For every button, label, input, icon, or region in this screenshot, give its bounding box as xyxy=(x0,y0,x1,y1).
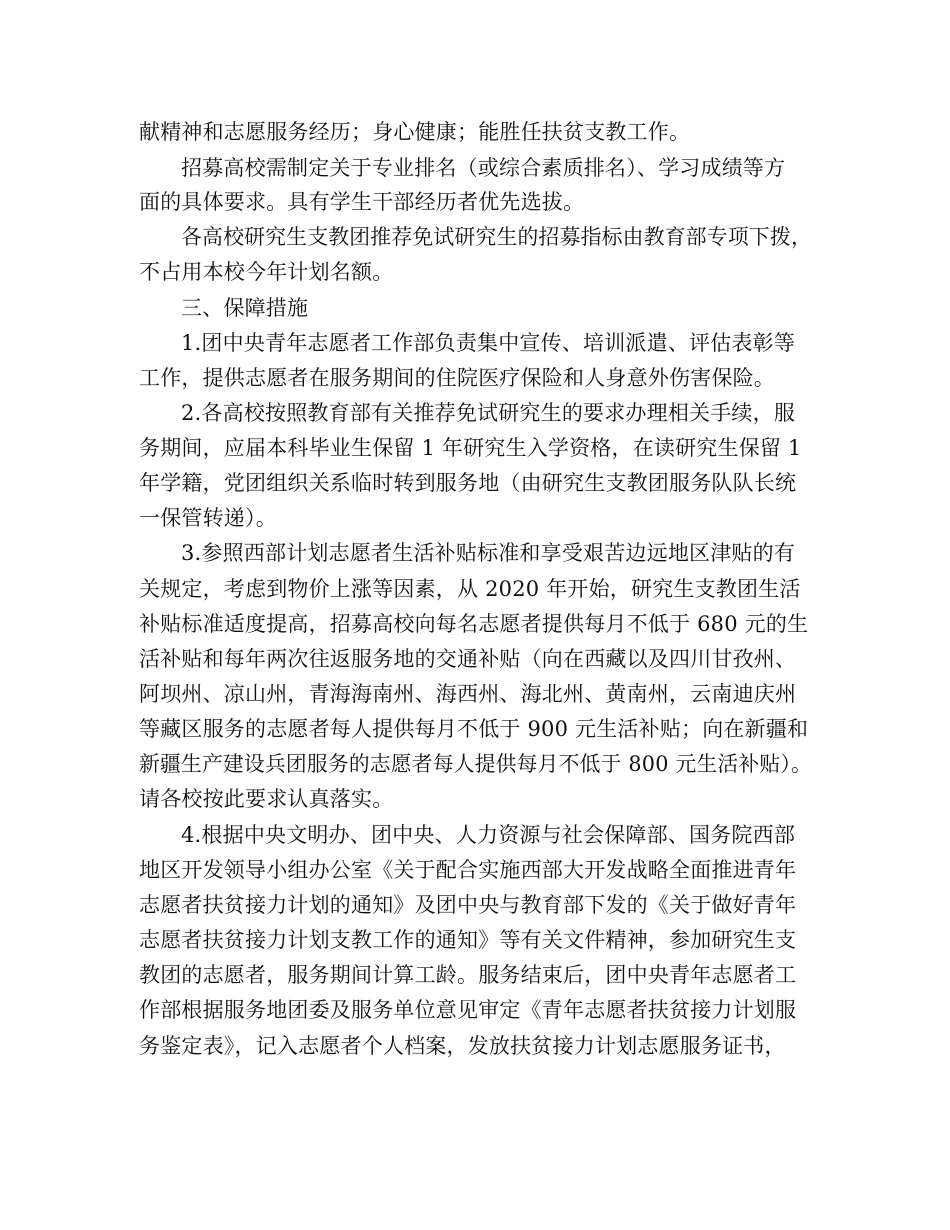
text-line: 补贴标准适度提高，招募高校向每名志愿者提供每月不低于 680 元的生 xyxy=(139,612,809,636)
text-line: 关规定，考虑到物价上涨等因素，从 2020 年开始，研究生支教团生活 xyxy=(139,577,801,601)
text-line: 志愿者扶贫接力计划的通知》及团中央与教育部下发的《关于做好青年 xyxy=(139,893,797,917)
text-line: 请各校按此要求认真落实。 xyxy=(139,787,394,811)
text-line: 工作，提供志愿者在服务期间的住院医疗保险和人身意外伤害保险。 xyxy=(139,366,775,390)
text-line: 4.根据中央文明办、团中央、人力资源与社会保障部、国务院西部 xyxy=(181,823,796,847)
text-line: 务期间，应届本科毕业生保留 1 年研究生入学资格，在读研究生保留 1 xyxy=(139,436,802,460)
text-line: 志愿者扶贫接力计划支教工作的通知》等有关文件精神，参加研究生支 xyxy=(139,928,797,952)
text-line: 务鉴定表》，记入志愿者个人档案，发放扶贫接力计划志愿服务证书， xyxy=(139,1034,786,1058)
text-line: 作部根据服务地团委及服务单位意见审定《青年志愿者扶贫接力计划服 xyxy=(139,998,797,1022)
text-line: 教团的志愿者，服务期间计算工龄。服务结束后，团中央青年志愿者工 xyxy=(139,963,797,987)
text-line: 招募高校需制定关于专业排名（或综合素质排名）、学习成绩等方 xyxy=(181,156,786,180)
text-line: 阿坝州、凉山州，青海海南州、海西州、海北州、黄南州，云南迪庆州 xyxy=(139,682,797,706)
text-line: 1.团中央青年志愿者工作部负责集中宣传、培训派遣、评估表彰等 xyxy=(181,331,796,355)
text-line: 2.各高校按照教育部有关推荐免试研究生的要求办理相关手续，服 xyxy=(181,401,796,425)
text-line: 不占用本校今年计划名额。 xyxy=(139,260,394,284)
text-line: 3.参照西部计划志愿者生活补贴标准和享受艰苦边远地区津贴的有 xyxy=(181,541,796,565)
text-line: 年学籍，党团组织关系临时转到服务地（由研究生支教团服务队队长统 xyxy=(139,471,797,495)
text-line: 活补贴和每年两次往返服务地的交通补贴（向在西藏以及四川甘孜州、 xyxy=(139,647,797,671)
text-line: 各高校研究生支教团推荐免试研究生的招募指标由教育部专项下拨， xyxy=(181,225,812,249)
text-line: 等藏区服务的志愿者每人提供每月不低于 900 元生活补贴；向在新疆和 xyxy=(139,717,809,741)
text-line: 新疆生产建设兵团服务的志愿者每人提供每月不低于 800 元生活补贴）。 xyxy=(139,752,812,776)
text-line: 地区开发领导小组办公室《关于配合实施西部大开发战略全面推进青年 xyxy=(139,858,797,882)
text-line: 献精神和志愿服务经历；身心健康；能胜任扶贫支教工作。 xyxy=(139,120,691,144)
text-line: 一保管转递）。 xyxy=(139,506,277,530)
section-heading: 三、保障措施 xyxy=(181,296,309,320)
text-line: 面的具体要求。具有学生干部经历者优先选拔。 xyxy=(139,190,585,214)
